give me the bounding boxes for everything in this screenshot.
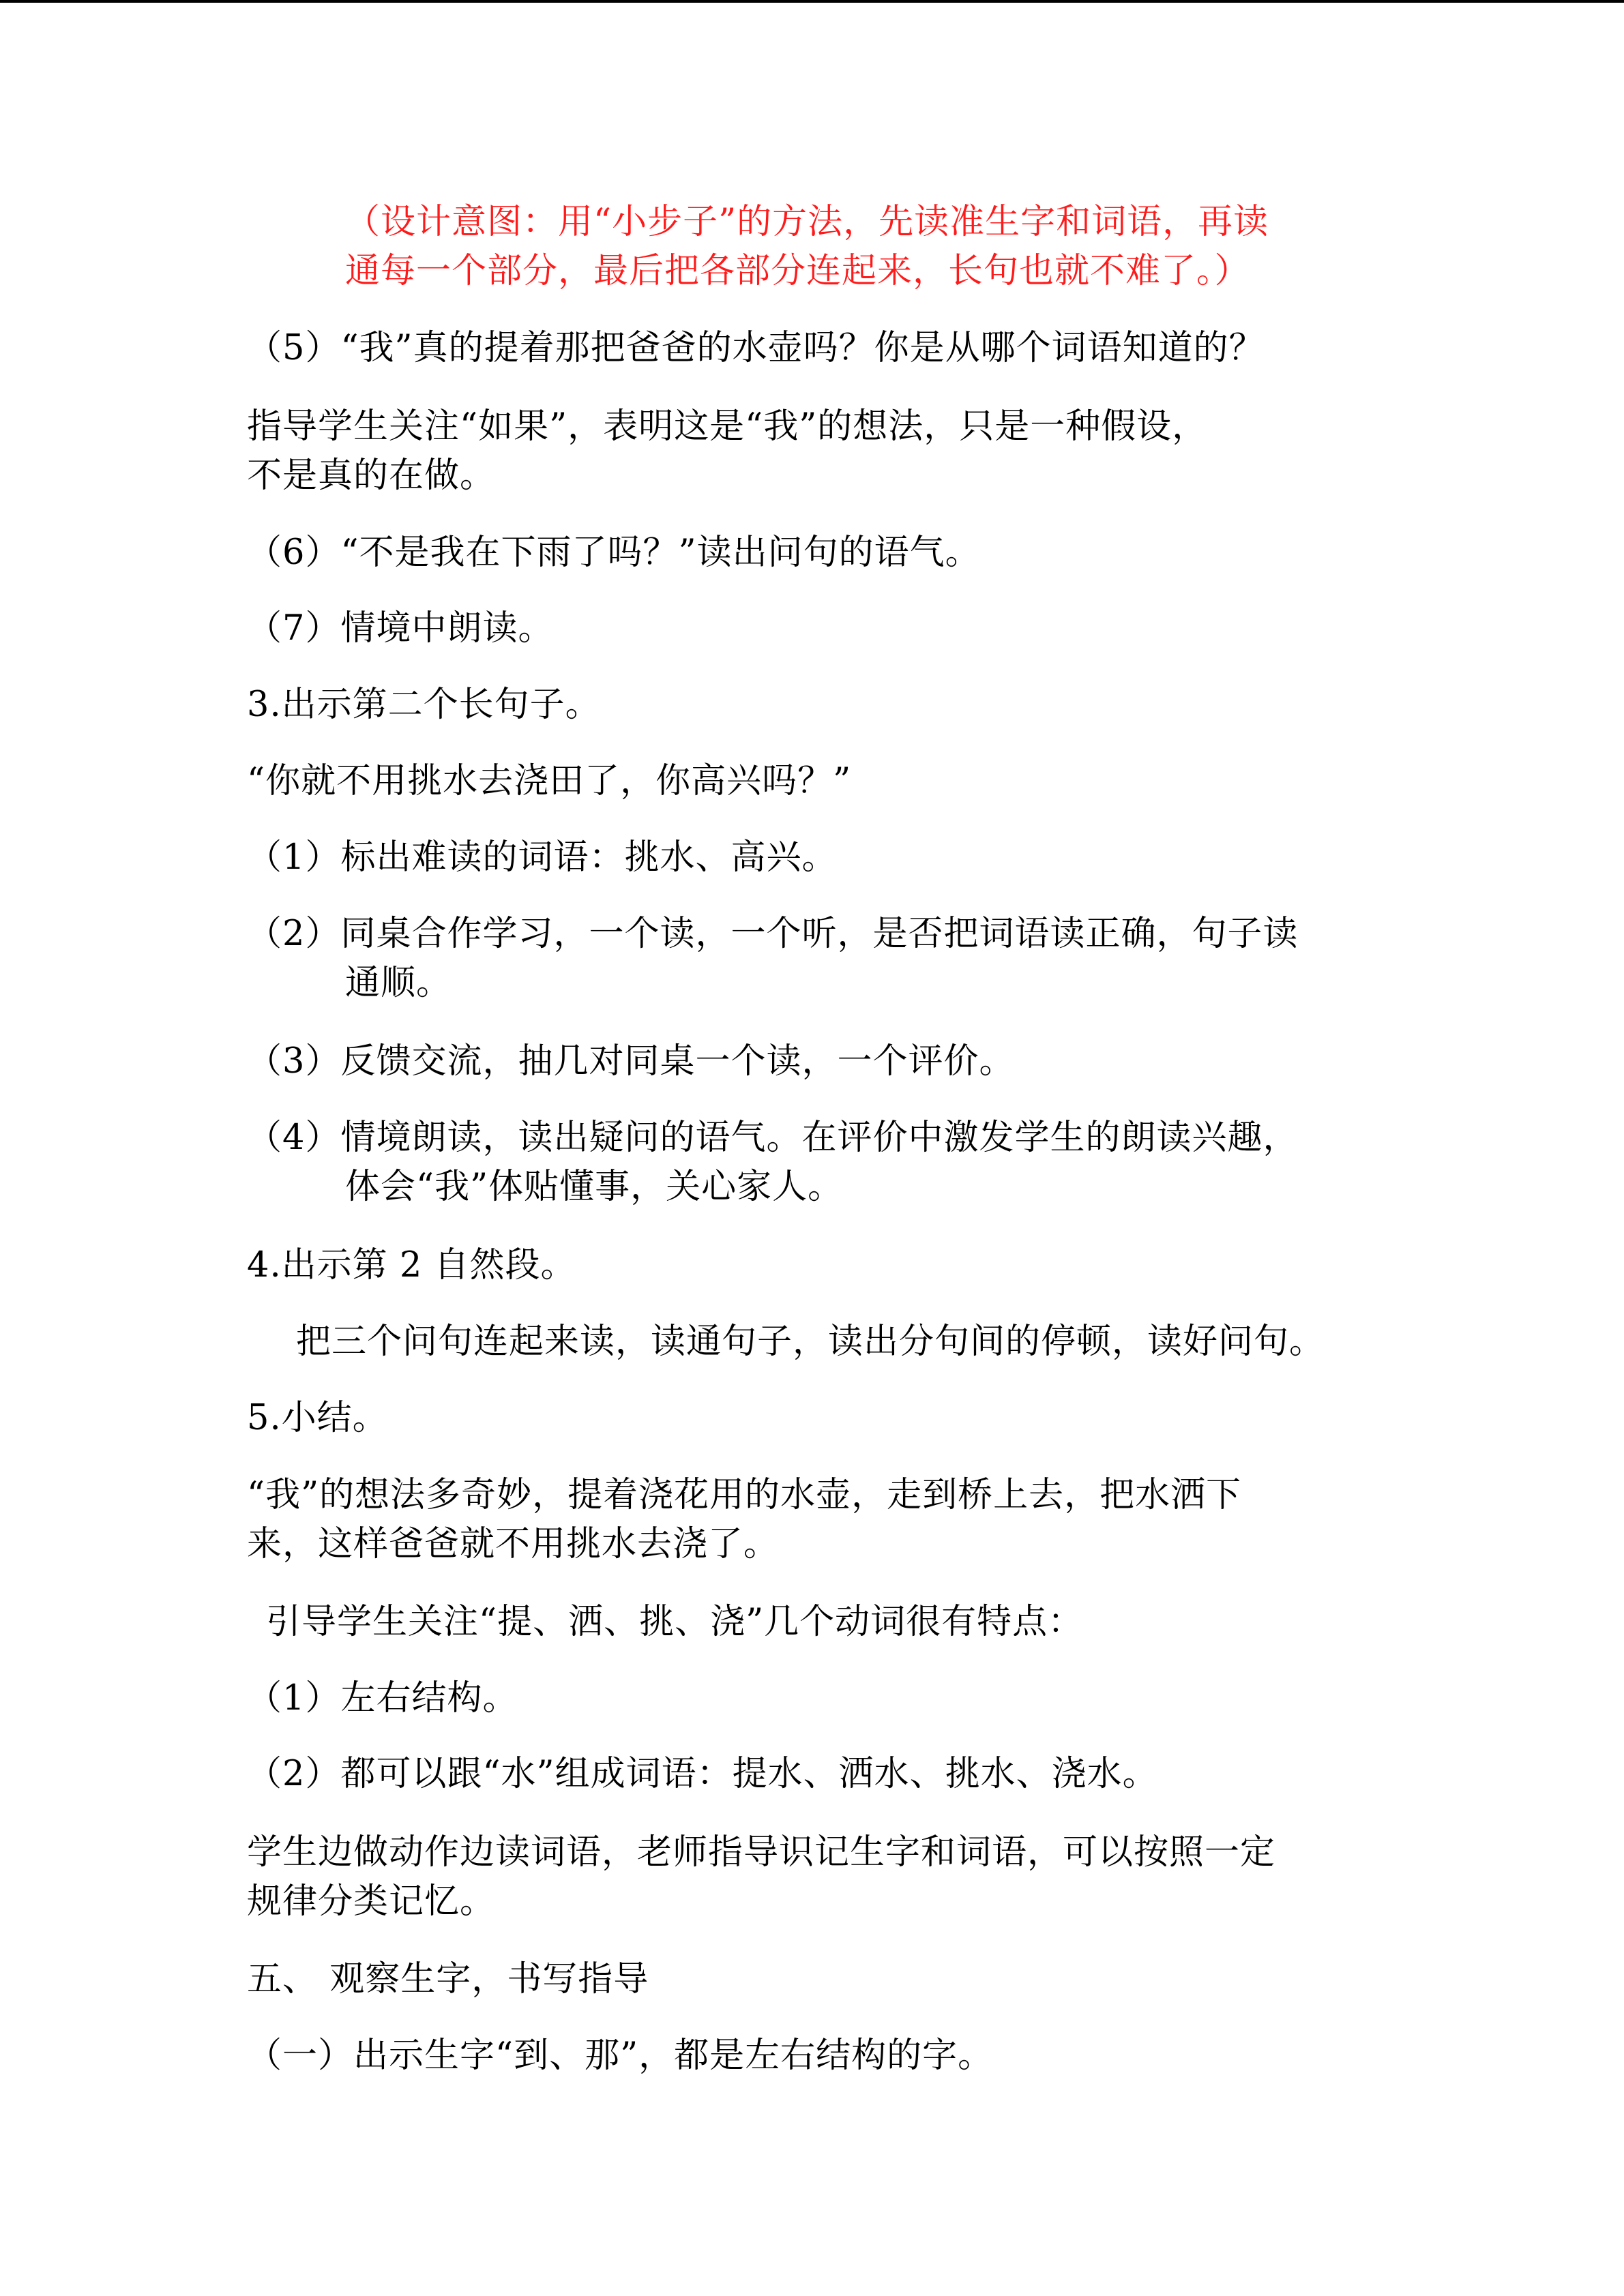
memory-note [247, 1828, 1275, 1926]
question-7: （7）情境中朗读。 [247, 608, 554, 648]
question-6: （6）“不是我在下雨了吗？”读出问句的语气。 [247, 533, 981, 573]
guide-ruguo-line-1: 指导学生关注“如果”，表明这是“我”的想法，只是一种假设， [247, 406, 1208, 447]
step-4-title: 4.出示第 2 自然段。 [247, 1245, 576, 1285]
step-5-summary [247, 1471, 1241, 1569]
section-5-title: 五、 观察生字，书写指导 [247, 1959, 649, 1999]
guide-ruguo-line-2: 不是真的在做。 [247, 456, 496, 496]
step-3-item-1: （1）标出难读的词语：挑水、高兴。 [247, 837, 838, 878]
step-5-title: 5.小结。 [247, 1398, 388, 1438]
step-3-item-4 [247, 1114, 1298, 1212]
memory-note-line-1: 学生边做动作边读词语，老师指导识记生字和词语，可以按照一定 [247, 1832, 1276, 1873]
step-5-summary-line-2: 来，这样爸爸就不用挑水去浇了。 [247, 1524, 780, 1564]
step-3-item-2 [247, 910, 1298, 1008]
design-intent-note [247, 198, 1269, 296]
verbs-item-1: （1）左右结构。 [247, 1678, 518, 1718]
step-3-sentence: “你就不用挑水去浇田了，你高兴吗？” [247, 761, 852, 801]
step-3-item-2-line-1: （2）同桌合作学习，一个读，一个听，是否把词语读正确，句子读 [247, 914, 1299, 954]
design-intent-line-1: （设计意图：用“小步子”的方法，先读准生字和词语，再读 [345, 202, 1269, 242]
step-3-title: 3.出示第二个长句子。 [247, 685, 601, 725]
design-intent-line-2: 通每一个部分，最后把各部分连起来，长句也就不难了。） [345, 251, 1250, 291]
memory-note-line-2: 规律分类记忆。 [247, 1881, 496, 1922]
verbs-item-2: （2）都可以跟“水”组成词语：提水、洒水、挑水、浇水。 [247, 1754, 1158, 1794]
step-3-item-4-line-1: （4）情境朗读，读出疑问的语气。在评价中激发学生的朗读兴趣， [247, 1118, 1299, 1158]
step-3-item-2-line-2: 通顺。 [345, 963, 452, 1003]
verbs-intro: 引导学生关注“提、洒、挑、浇”几个动词很有特点： [266, 1602, 1084, 1642]
section-5-item-1: （一）出示生字“到、那”，都是左右结构的字。 [247, 2036, 994, 2076]
question-5: （5）“我”真的提着那把爸爸的水壶吗？你是从哪个词语知道的？ [247, 328, 1265, 368]
step-4-text: 把三个问句连起来读，读通句子，读出分句间的停顿，读好问句。 [296, 1322, 1325, 1362]
step-5-summary-line-1: “我”的想法多奇妙，提着浇花用的水壶，走到桥上去，把水洒下 [247, 1475, 1242, 1515]
step-3-item-3: （3）反馈交流，抽几对同桌一个读，一个评价。 [247, 1041, 1015, 1082]
guide-ruguo-paragraph [247, 402, 1207, 501]
step-3-item-4-line-2: 体会“我”体贴懂事，关心家人。 [345, 1167, 844, 1207]
